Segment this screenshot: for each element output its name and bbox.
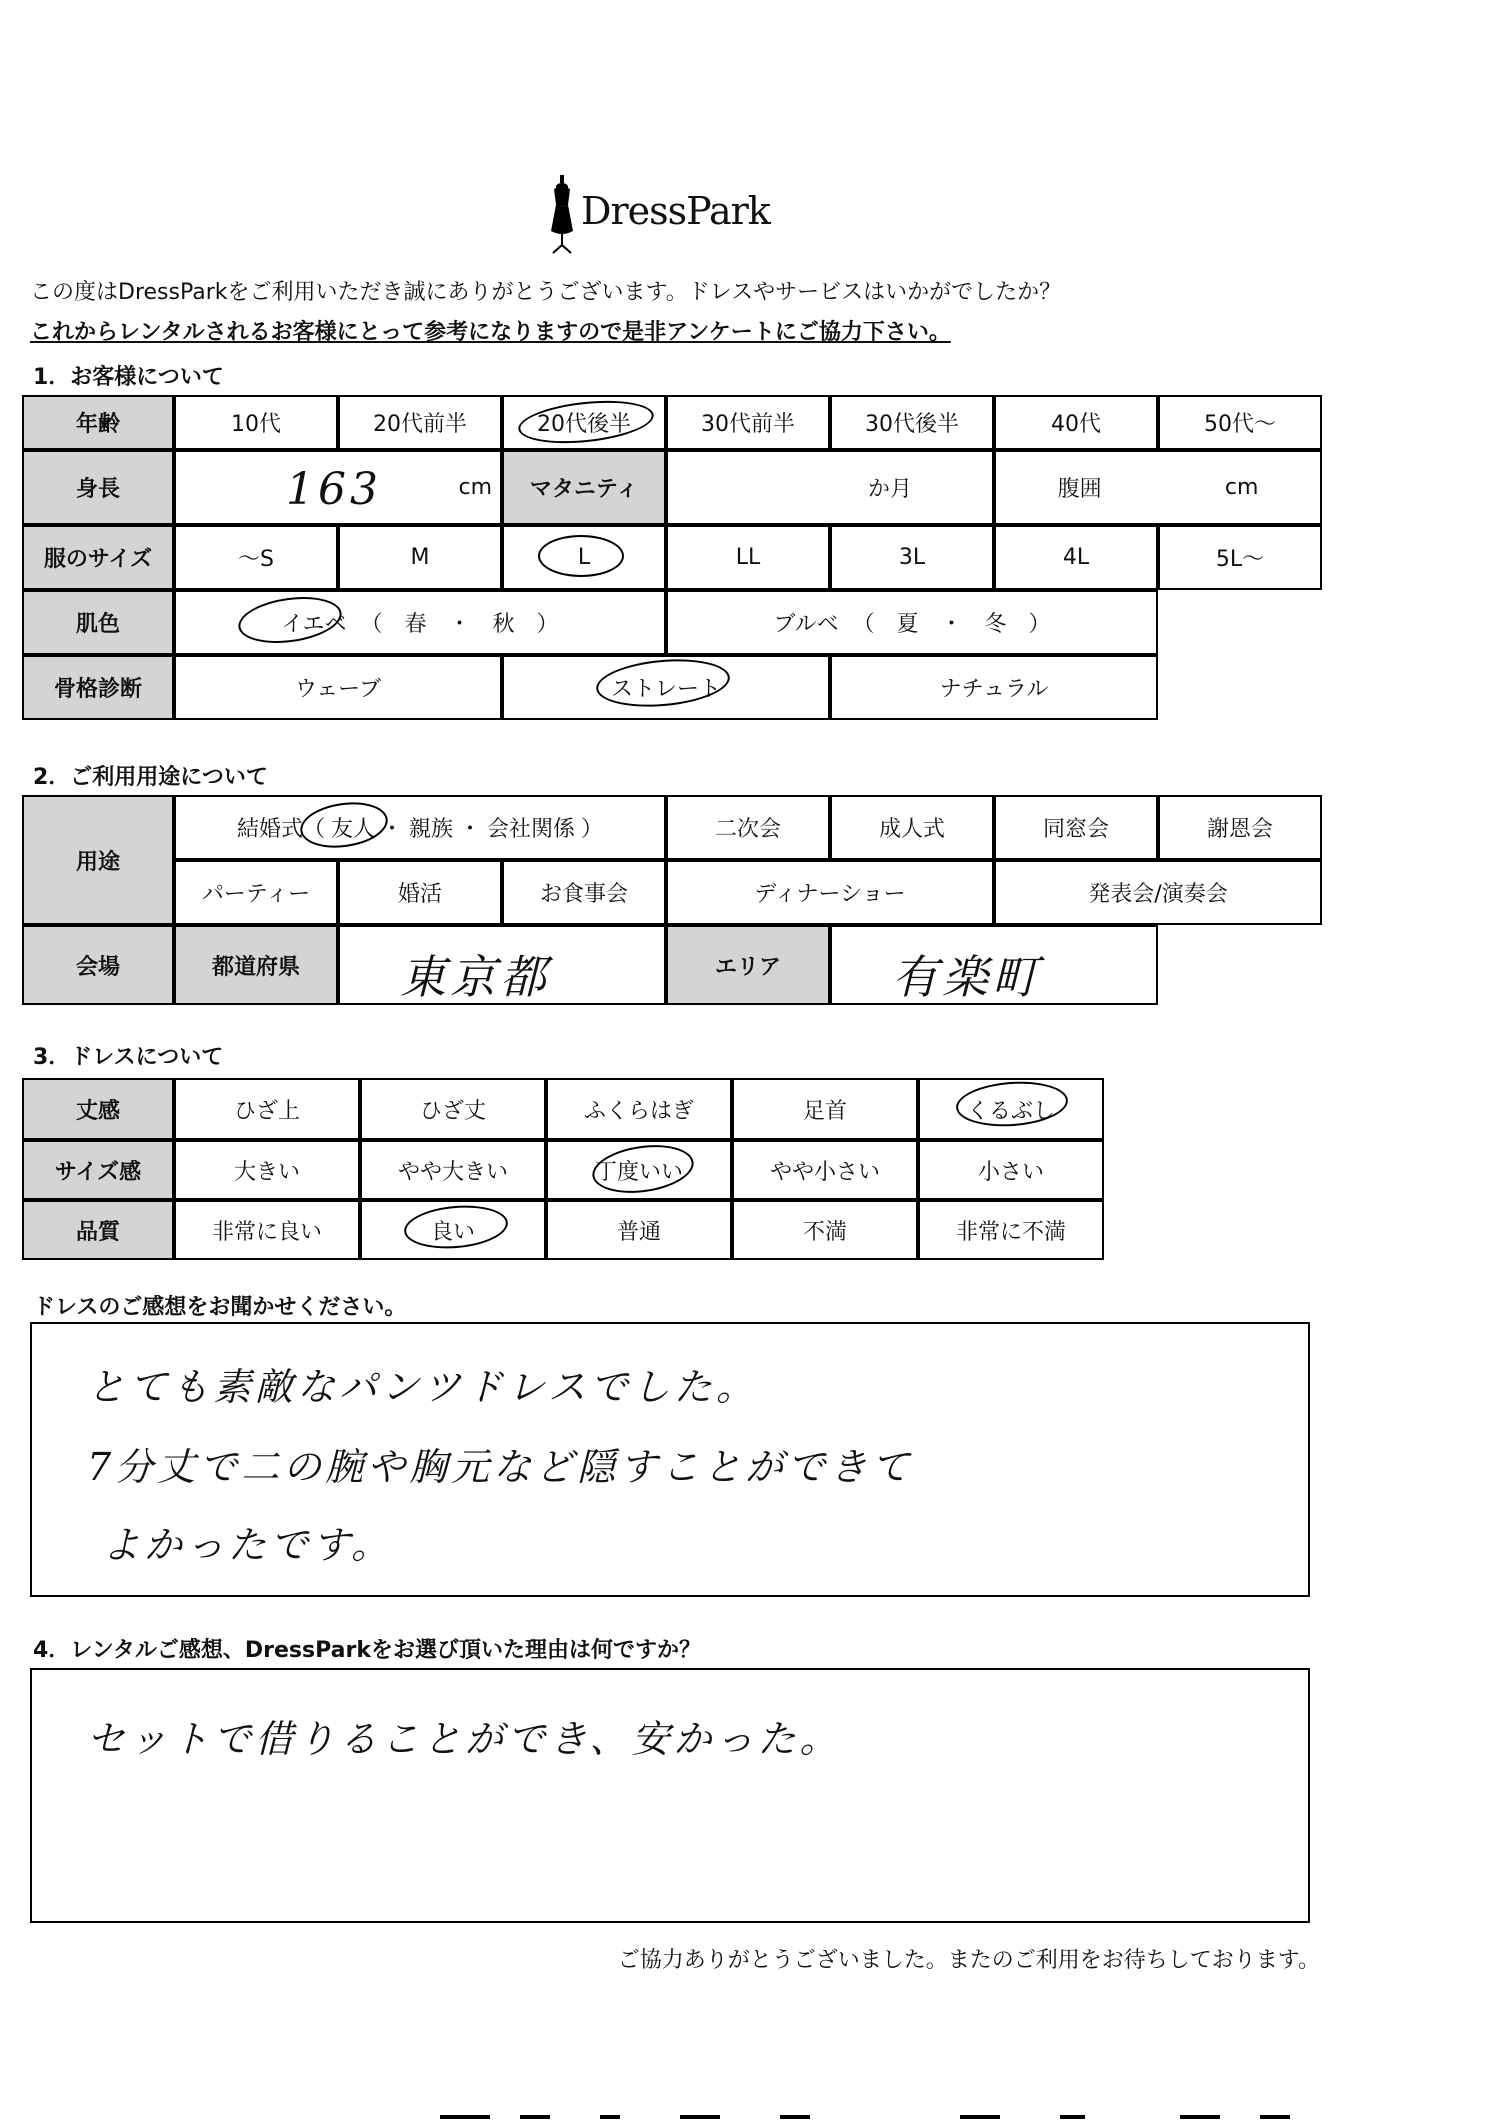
- impression-title: ドレスのご感想をお聞かせください。: [33, 1295, 407, 1320]
- usage-option[interactable]: お食事会: [502, 860, 666, 925]
- section-1-title: 1．お客様について: [33, 365, 224, 390]
- skin-blue-seasons: （ 夏 ・ 冬 ）: [852, 612, 1051, 637]
- length-label: 丈感: [22, 1078, 174, 1140]
- size-option[interactable]: 4L: [994, 525, 1158, 590]
- usage-option[interactable]: 婚活: [338, 860, 502, 925]
- length-option[interactable]: ふくらはぎ: [546, 1078, 732, 1140]
- skin-blue-field[interactable]: [666, 590, 1158, 655]
- size-label: 服のサイズ: [22, 525, 174, 590]
- fit-option[interactable]: やや大きい: [360, 1140, 546, 1200]
- usage-wedding-separator: ・: [459, 817, 482, 842]
- usage-option[interactable]: 同窓会: [994, 795, 1158, 860]
- size-option[interactable]: 5L～: [1158, 525, 1322, 590]
- prefecture-value: 東京都: [400, 950, 550, 1004]
- skeleton-option[interactable]: ウェーブ: [174, 655, 502, 720]
- intro-line-2: これからレンタルされるお客様にとって参考になりますので是非アンケートにご協力下さい。: [30, 320, 951, 345]
- skin-label: 肌色: [22, 590, 174, 655]
- length-option[interactable]: ひざ丈: [360, 1078, 546, 1140]
- thank-you-footer: ご協力ありがとうございました。またのご利用をお待ちしております。: [617, 1948, 1320, 1973]
- fit-option-selected[interactable]: 丁度いい: [546, 1140, 732, 1200]
- age-option[interactable]: 10代: [174, 395, 338, 450]
- length-option[interactable]: ひざ上: [174, 1078, 360, 1140]
- age-option[interactable]: 20代前半: [338, 395, 502, 450]
- fit-option[interactable]: 大きい: [174, 1140, 360, 1200]
- age-option[interactable]: 50代～: [1158, 395, 1322, 450]
- usage-option[interactable]: ディナーショー: [666, 860, 994, 925]
- quality-option[interactable]: 普通: [546, 1200, 732, 1260]
- usage-wedding-label: 結婚式（: [236, 817, 325, 842]
- fit-option[interactable]: やや小さい: [732, 1140, 918, 1200]
- usage-option[interactable]: 成人式: [830, 795, 994, 860]
- age-label: 年齢: [22, 395, 174, 450]
- age-option-selected[interactable]: 20代後半: [502, 395, 666, 450]
- scan-mark: [440, 2115, 490, 2119]
- reason-answer: セットで借りることができ、安かった。: [87, 1717, 842, 1761]
- quality-option[interactable]: 非常に良い: [174, 1200, 360, 1260]
- waist-field[interactable]: [994, 450, 1322, 525]
- venue-label: 会場: [22, 925, 174, 1005]
- intro-line-1: この度はDressParkをご利用いただき誠にありがとうございます。ドレスやサービスはいかがでしたか？: [30, 280, 1062, 305]
- usage-wedding-company: 会社関係: [487, 817, 576, 842]
- age-option[interactable]: 40代: [994, 395, 1158, 450]
- usage-wedding-relatives: 親族: [408, 817, 453, 842]
- brand-name: DressPark: [581, 189, 770, 233]
- usage-wedding-separator: ・: [380, 817, 403, 842]
- scan-mark: [520, 2115, 550, 2119]
- dresspark-logo: [545, 175, 785, 265]
- usage-label: 用途: [22, 795, 174, 925]
- skeleton-option[interactable]: ナチュラル: [830, 655, 1158, 720]
- quality-label: 品質: [22, 1200, 174, 1260]
- dress-form-icon: [545, 175, 579, 255]
- skin-yellow-base: イエベ: [281, 612, 347, 637]
- skeleton-option-selected[interactable]: ストレート: [502, 655, 830, 720]
- impression-line-3: よかったです。: [102, 1523, 393, 1567]
- section-4-title: 4．レンタルご感想、DressParkをお選び頂いた理由は何ですか？: [33, 1638, 701, 1663]
- impression-box[interactable]: [30, 1322, 1310, 1597]
- size-option[interactable]: LL: [666, 525, 830, 590]
- age-option[interactable]: 30代前半: [666, 395, 830, 450]
- impression-line-2: 7分丈で二の腕や胸元など隠すことができて: [87, 1445, 914, 1489]
- scan-mark: [960, 2115, 1000, 2119]
- usage-option[interactable]: 発表会/演奏会: [994, 860, 1322, 925]
- usage-option[interactable]: 二次会: [666, 795, 830, 860]
- area-field[interactable]: [830, 925, 1158, 1005]
- skin-yellow-seasons: （ 春 ・ 秋 ）: [360, 612, 559, 637]
- length-option-selected[interactable]: くるぶし: [918, 1078, 1104, 1140]
- age-option[interactable]: 30代後半: [830, 395, 994, 450]
- scan-mark: [600, 2115, 620, 2119]
- section-3-title: 3．ドレスについて: [33, 1045, 224, 1070]
- length-option[interactable]: 足首: [732, 1078, 918, 1140]
- waist-unit: cm: [1224, 475, 1259, 500]
- height-value: 163: [286, 464, 382, 515]
- prefecture-field[interactable]: [338, 925, 666, 1005]
- height-field[interactable]: [174, 450, 502, 525]
- usage-wedding-close: ）: [581, 817, 604, 842]
- usage-option[interactable]: 謝恩会: [1158, 795, 1322, 860]
- usage-wedding[interactable]: [174, 795, 666, 860]
- scan-mark: [1180, 2115, 1220, 2119]
- height-label: 身長: [22, 450, 174, 525]
- size-option[interactable]: M: [338, 525, 502, 590]
- selection-circle: [538, 535, 624, 577]
- fit-label: サイズ感: [22, 1140, 174, 1200]
- usage-option[interactable]: パーティー: [174, 860, 338, 925]
- scan-mark: [1060, 2115, 1085, 2119]
- scan-mark: [1260, 2115, 1290, 2119]
- quality-option[interactable]: 不満: [732, 1200, 918, 1260]
- impression-line-1: とても素敵なパンツドレスでした。: [87, 1365, 758, 1409]
- usage-wedding-friend: 友人: [330, 817, 375, 842]
- size-option[interactable]: 3L: [830, 525, 994, 590]
- quality-option[interactable]: 非常に不満: [918, 1200, 1104, 1260]
- section-2-title: 2．ご利用用途について: [33, 765, 268, 790]
- prefecture-label: 都道府県: [174, 925, 338, 1005]
- area-label: エリア: [666, 925, 830, 1005]
- area-value: 有楽町: [892, 950, 1042, 1004]
- scan-mark: [680, 2115, 720, 2119]
- skeleton-label: 骨格診断: [22, 655, 174, 720]
- size-option[interactable]: ～S: [174, 525, 338, 590]
- waist-label: 腹囲: [1057, 477, 1102, 502]
- maternity-label: マタニティ: [502, 450, 666, 525]
- height-unit: cm: [458, 475, 492, 500]
- size-option-selected[interactable]: L: [502, 525, 666, 590]
- fit-option[interactable]: 小さい: [918, 1140, 1104, 1200]
- reason-box[interactable]: [30, 1668, 1310, 1923]
- scan-mark: [780, 2115, 810, 2119]
- quality-option-selected[interactable]: 良い: [360, 1200, 546, 1260]
- maternity-field[interactable]: [666, 450, 994, 525]
- maternity-unit: か月: [867, 477, 912, 502]
- skin-blue-base: ブルベ: [773, 612, 839, 637]
